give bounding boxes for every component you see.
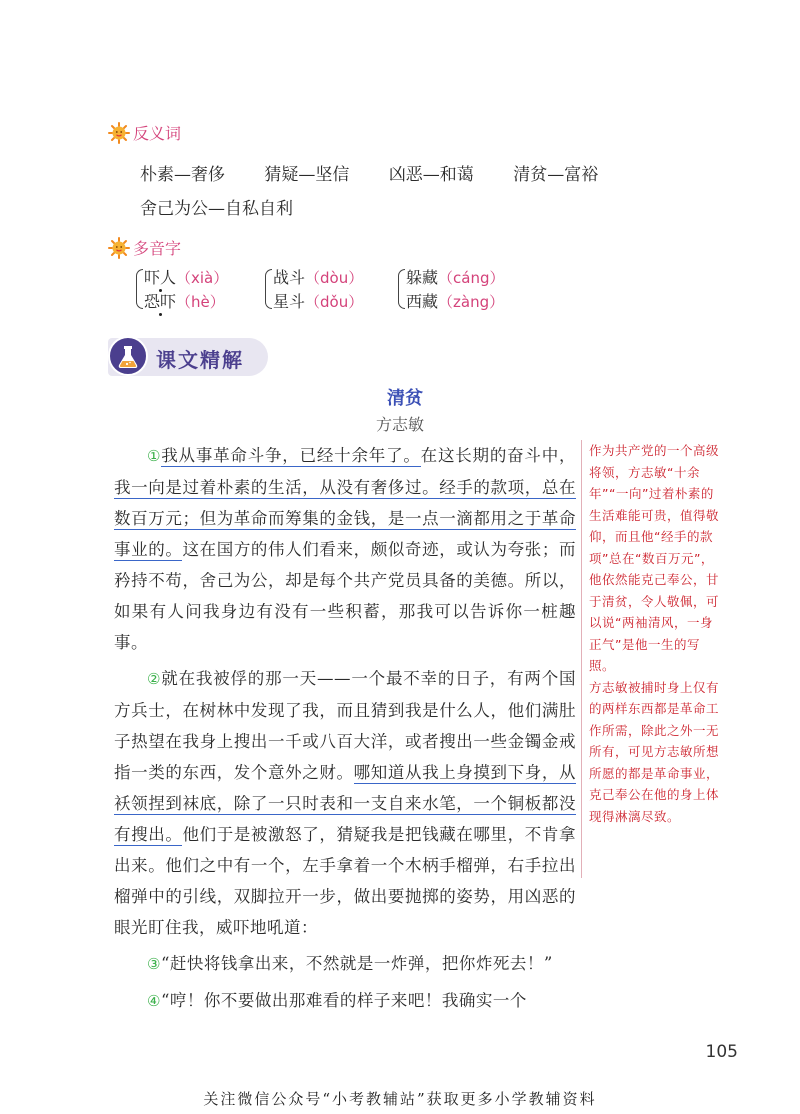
section-banner-title: 课文精解 bbox=[156, 348, 244, 372]
poly-pinyin: （hè） bbox=[176, 293, 225, 311]
brace bbox=[136, 269, 143, 309]
margin-note: 方志敏被捕时身上仅有的两样东西都是革命工作所需，除此之外一无所有，可见方志敏所想所愿的都是革命事业，克己奉公在他的身上体现得淋漓尽致。 bbox=[589, 679, 720, 824]
antonym-item: 凶恶—和蔼 bbox=[388, 165, 474, 185]
paragraph-text: 在这长期的奋斗中， bbox=[420, 446, 577, 465]
footer-note: 关注微信公众号“小考教辅站”获取更多小学教辅资料 bbox=[203, 1090, 597, 1108]
poly-word: 西藏 bbox=[406, 292, 439, 311]
paragraph-text: “哼！你不要做出那难看的样子来吧！我确实一个 bbox=[160, 991, 527, 1010]
poly-pinyin: （dòu） bbox=[305, 269, 364, 287]
antonym-item: 朴素—奢侈 bbox=[140, 165, 225, 185]
page-number: 105 bbox=[705, 1042, 738, 1062]
brace bbox=[398, 269, 405, 309]
article-title-text: 清贫 bbox=[387, 388, 423, 409]
brace bbox=[265, 269, 272, 309]
polyphone-group bbox=[144, 266, 228, 314]
paragraph bbox=[114, 948, 576, 980]
poly-word: 吓人 bbox=[144, 268, 177, 287]
flask-icon bbox=[108, 336, 148, 376]
paragraph-text: “赶快将钱拿出来，不然就是一炸弹，把你炸死去！” bbox=[160, 954, 553, 973]
antonyms-header bbox=[108, 121, 181, 144]
poly-pinyin: （xià） bbox=[176, 269, 229, 287]
antonym-list bbox=[140, 158, 660, 226]
poly-pinyin: （dǒu） bbox=[305, 293, 364, 311]
margin-note: 作为共产党的一个高级将领，方志敏“十余年”“一向”过着朴素的生活难能可贵，值得敬仰，而且他“经手的款项”总在“数百万元”，他依然能克己奉公，甘于清贫，令人敬佩，可以说“两袖清风，一身正气”是他一生的写照。 bbox=[589, 443, 720, 673]
antonym-item: 清贫—富裕 bbox=[513, 165, 599, 185]
antonym-item: 舍己为公—自私自利 bbox=[140, 199, 293, 219]
margin-divider bbox=[581, 440, 582, 878]
underlined-text: 经手的款项，总在数百万元；但为革命而筹集的金钱，是一点一滴都用之于革命事业的。 bbox=[114, 478, 577, 559]
poly-word: 星斗 bbox=[273, 292, 306, 311]
paragraph-number: ③ bbox=[147, 955, 161, 973]
article-author: 方志敏 bbox=[375, 415, 424, 434]
paragraph bbox=[114, 440, 576, 658]
poly-pinyin: （cáng） bbox=[438, 269, 505, 287]
paragraph-text: 这在国方的伟人们看来，颇似奇迹，或认为夸张；而矜持不苟，舍己为公，却是每个共产党员具备的美德。所以，如果有人问我身边有没有一些积蓄，那我可以告诉你一桩趣事。 bbox=[114, 540, 577, 652]
underlined-text: 我一向是过着朴素的生活，从没有奢侈过。 bbox=[114, 478, 440, 497]
polyphone-group bbox=[273, 266, 363, 314]
sun-icon bbox=[108, 237, 130, 259]
article-body bbox=[114, 440, 576, 1017]
polyphones-header bbox=[108, 236, 181, 259]
antonyms-title: 反义词 bbox=[133, 124, 182, 143]
paragraph-text: 他们于是被激怒了，猜疑我是把钱藏在哪里，不肯拿出来。他们之中有一个，左手拿着一个木柄手榴弹，右手拉出榴弹中的引线，双脚拉开一步，做出要抛掷的姿势，用凶恶的眼光盯住我，威吓地吼道： bbox=[114, 825, 577, 937]
paragraph bbox=[114, 985, 576, 1017]
poly-word: 躲藏 bbox=[406, 268, 439, 287]
paragraph-number: ① bbox=[147, 447, 162, 465]
polyphones-title: 多音字 bbox=[133, 239, 182, 258]
underlined-text: 我从事革命斗争，已经十余年了。 bbox=[161, 446, 421, 465]
poly-word: 恐吓 bbox=[144, 292, 177, 311]
paragraph-text: 就在我被俘的那一天——一个最不幸的日子，有两个国方兵士，在树林中发现了我，而且猜到我是什么人，他们满肚子热望在我身上搜出一千或八百大洋，或者搜出一些金镯金戒指一类的东西，发个意外之财。 bbox=[114, 669, 577, 782]
paragraph-number: ② bbox=[147, 670, 162, 688]
sun-icon bbox=[108, 122, 130, 144]
antonym-item: 猜疑—坚信 bbox=[264, 165, 350, 185]
article-title bbox=[0, 384, 800, 410]
paragraph-number: ④ bbox=[147, 992, 161, 1010]
section-banner bbox=[108, 338, 268, 376]
paragraph bbox=[114, 663, 576, 943]
underlined-text: 哪知道从我上身摸到下身，从袄领捏到袜底，除了一只时表和一支自来水笔，一个铜板都没有搜出。 bbox=[114, 763, 577, 844]
polyphone-group bbox=[406, 266, 504, 314]
poly-pinyin: （zàng） bbox=[438, 293, 505, 311]
poly-word: 战斗 bbox=[273, 268, 306, 287]
margin-notes bbox=[589, 440, 719, 827]
